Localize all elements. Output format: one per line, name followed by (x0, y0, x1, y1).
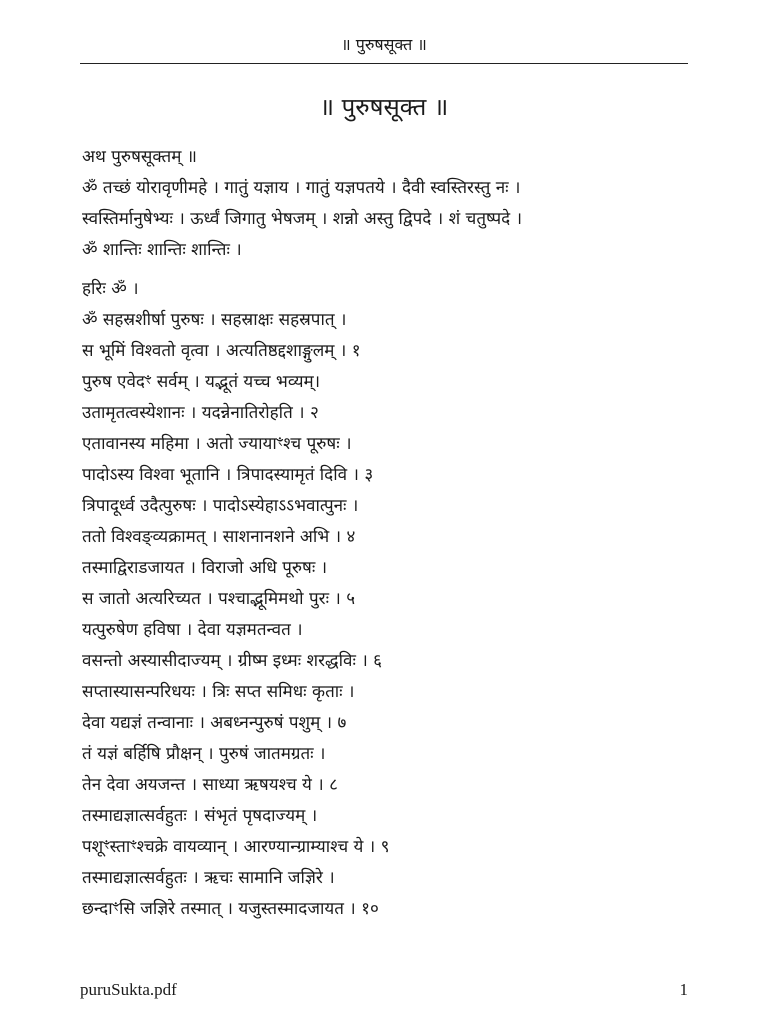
verse-line: तस्माद्यज्ञात्सर्वहुतः । संभृतं पृषदाज्यम् । (82, 806, 318, 826)
header-divider (80, 63, 688, 64)
verse-line: पादोऽस्य विश्वा भूतानि । त्रिपादस्यामृतं दिवि । ३ (82, 465, 374, 485)
verse-line: तेन देवा अयजन्त । साध्या ऋषयश्च ये । ८ (82, 775, 338, 795)
verse-line: स भूमिं विश्वतो वृत्वा । अत्यतिष्ठद्दशाङ्गुलम् । १ (82, 341, 361, 361)
verse-line: त्रिपादूर्ध्व उदैत्पुरुषः । पादोऽस्येहाऽऽभवात्पुनः । (82, 496, 359, 516)
intro-line: ॐ शान्तिः शान्तिः शान्तिः । (82, 240, 242, 260)
page-title: ॥ पुरुषसूक्त ॥ (319, 93, 449, 121)
verse-line: ततो विश्वङ्व्यक्रामत् । साशनानशने अभि । ४ (82, 527, 356, 547)
verse-line: देवा यद्यज्ञं तन्वानाः । अबध्नन्पुरुषं पशुम् । ७ (82, 713, 347, 733)
verse-line: उतामृतत्वस्येशानः । यदन्नेनातिरोहति । २ (82, 403, 319, 423)
intro-line: ॐ तच्छं योरावृणीमहे । गातुं यज्ञाय । गातुं यज्ञपतये । दैवी स्वस्तिरस्तु नः । (82, 178, 521, 198)
document-body (82, 142, 688, 925)
verse-line: यत्पुरुषेण हविषा । देवा यज्ञमतन्वत । (82, 620, 303, 640)
verse-line: तस्माद्यज्ञात्सर्वहुतः । ऋचः सामानि जज्ञिरे । (82, 868, 335, 888)
paragraph-gap (82, 266, 688, 274)
verse-line: ॐ सहस्रशीर्षा पुरुषः । सहस्राक्षः सहस्रपात् । (82, 310, 347, 330)
intro-line: स्वस्तिर्मानुषेभ्यः । ऊर्ध्वं जिगातु भेषजम् । शन्नो अस्तु द्विपदे । शं चतुष्पदे । (82, 209, 523, 229)
verse-line: पुरुष एवेदꣳ सर्वम् । यद्भूतं यच्च भव्यम्। (82, 372, 321, 392)
verse-line: एतावानस्य महिमा । अतो ज्यायाꣳश्च पूरुषः । (82, 434, 352, 454)
verse-line: तस्माद्विराडजायत । विराजो अधि पूरुषः । (82, 558, 328, 578)
verse-line: पशूꣳस्ताꣳश्चक्रे वायव्यान् । आरण्यान्ग्राम्याश्च ये । ९ (82, 837, 390, 857)
verse-line: छन्दाꣳसि जज्ञिरे तस्मात् । यजुस्तस्मादजायत । १० (82, 899, 379, 919)
verse-line: वसन्तो अस्यासीदाज्यम् । ग्रीष्म इध्मः शरद्धविः । ६ (82, 651, 383, 671)
verse-line: हरिः ॐ । (82, 279, 139, 299)
verse-line: सप्तास्यासन्परिधयः । त्रिः सप्त समिधः कृताः । (82, 682, 355, 702)
running-header: ॥ पुरुषसूक्त ॥ (341, 35, 427, 54)
footer-page-number: 1 (679, 980, 688, 999)
verse-line: तं यज्ञं बर्हिषि प्रौक्षन् । पुरुषं जातमग्रतः । (82, 744, 326, 764)
verse-line: स जातो अत्यरिच्यत । पश्चाद्भूमिमथो पुरः । ५ (82, 589, 356, 609)
intro-line: अथ पुरुषसूक्तम् ॥ (82, 147, 197, 167)
footer-filename: puruSukta.pdf (80, 980, 177, 999)
